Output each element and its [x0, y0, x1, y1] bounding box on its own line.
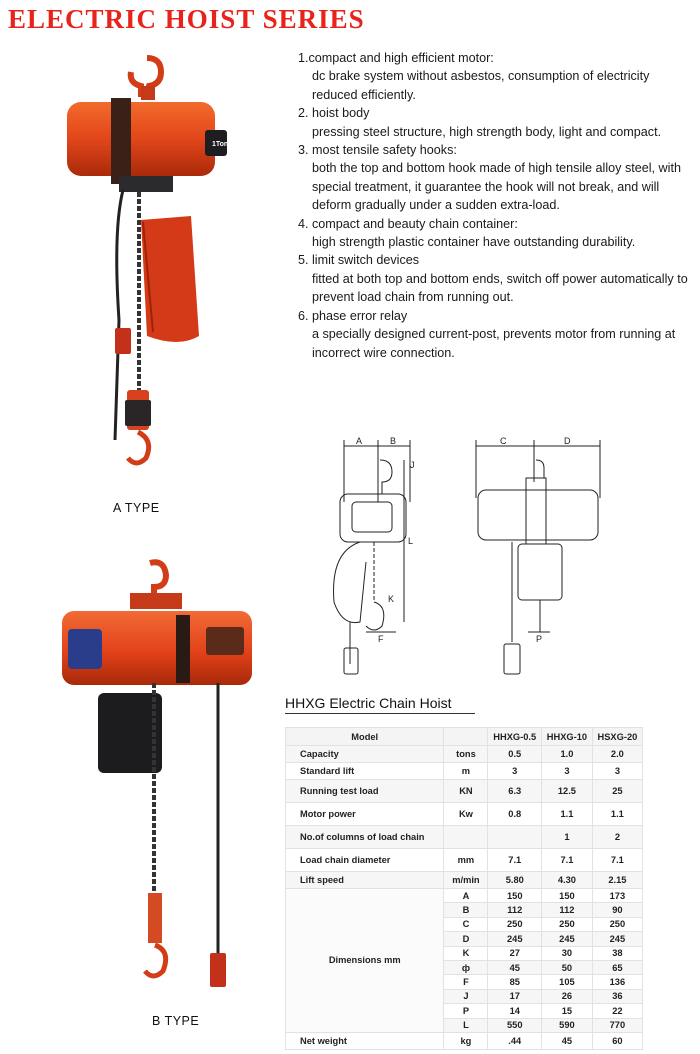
table-cell: 15 [542, 1004, 593, 1018]
feature-description: pressing steel structure, high strength body, light and compact. [312, 124, 662, 139]
row-unit: F [444, 975, 488, 989]
row-label: Net weight [286, 1032, 444, 1049]
table-cell: 14 [488, 1004, 542, 1018]
table-cell: 45 [542, 1032, 593, 1049]
page-title: ELECTRIC HOIST SERIES [8, 4, 365, 34]
dim-letter-j: J [410, 460, 415, 470]
header-unit [444, 728, 488, 746]
row-unit: KN [444, 780, 488, 803]
feature-item [298, 141, 693, 215]
table-cell: 250 [542, 917, 593, 931]
row-label: Lift speed [286, 872, 444, 889]
table-cell: 2 [592, 826, 642, 849]
table-cell: 5.80 [488, 872, 542, 889]
row-unit: B [444, 903, 488, 917]
table-row [286, 746, 643, 763]
header-model: Model [286, 728, 444, 746]
table-row [286, 872, 643, 889]
feature-list [298, 49, 693, 362]
feature-item [298, 49, 693, 104]
table-cell: 6.3 [488, 780, 542, 803]
table-cell: 50 [542, 960, 593, 974]
row-unit: C [444, 917, 488, 931]
table-cell: 245 [488, 932, 542, 946]
table-cell: 90 [592, 903, 642, 917]
row-label: Load chain diameter [286, 849, 444, 872]
table-row [286, 780, 643, 803]
row-unit: A [444, 889, 488, 903]
feature-item [298, 251, 693, 306]
header-model-2: HHXG-10 [542, 728, 593, 746]
feature-description: high strength plastic container have outstanding durability. [312, 235, 636, 250]
row-unit: D [444, 932, 488, 946]
dim-letter-l: L [408, 536, 414, 546]
table-cell: 65 [592, 960, 642, 974]
table-cell: 112 [488, 903, 542, 917]
feature-item [298, 104, 693, 141]
table-cell: 105 [542, 975, 593, 989]
table-cell: 250 [488, 917, 542, 931]
table-cell: 112 [542, 903, 593, 917]
dim-letter-b: B [390, 436, 397, 446]
feature-heading: 3. most tensile safety hooks: [298, 143, 457, 158]
table-cell: 0.5 [488, 746, 542, 763]
table-cell: 26 [542, 989, 593, 1003]
table-cell: 7.1 [542, 849, 593, 872]
table-cell: 245 [592, 932, 642, 946]
table-cell: 7.1 [488, 849, 542, 872]
feature-description: both the top and bottom hook made of high tensile alloy steel, with special treatment, it guarantee the hook will not break, and will deform gradually under a sudden extra-load. [312, 161, 681, 213]
row-unit [444, 826, 488, 849]
table-cell: 7.1 [592, 849, 642, 872]
row-label: No.of columns of load chain [286, 826, 444, 849]
table-cell: .44 [488, 1032, 542, 1049]
row-unit: P [444, 1004, 488, 1018]
feature-heading: 4. compact and beauty chain container: [298, 216, 518, 231]
row-unit: m/min [444, 872, 488, 889]
table-cell: 22 [592, 1004, 642, 1018]
row-unit: K [444, 946, 488, 960]
feature-heading: 6. phase error relay [298, 308, 408, 323]
table-cell: 27 [488, 946, 542, 960]
table-cell: 1.1 [592, 803, 642, 826]
feature-heading: 1.compact and high efficient motor: [298, 51, 494, 65]
table-cell: 0.8 [488, 803, 542, 826]
dim-letter-p: P [536, 634, 543, 644]
table-cell: 2.0 [592, 746, 642, 763]
row-unit: mm [444, 849, 488, 872]
b-type-hoist-photo [58, 553, 258, 1003]
feature-item [298, 215, 693, 252]
table-cell: 45 [488, 960, 542, 974]
capacity-badge: 1Ton [212, 141, 229, 148]
feature-description: dc brake system without asbestos, consumption of electricity reduced efficiently. [312, 69, 650, 102]
dim-letter-d: D [564, 436, 571, 446]
dim-letter-a: A [356, 436, 363, 446]
table-cell: 3 [488, 763, 542, 780]
table-cell: 30 [542, 946, 593, 960]
table-cell: 4.30 [542, 872, 593, 889]
a-type-hoist-photo [55, 50, 230, 490]
table-cell: 150 [488, 889, 542, 903]
feature-description: a specially designed current-post, prevents motor from running at incorrect wire connection. [312, 327, 676, 360]
table-cell: 85 [488, 975, 542, 989]
table-cell: 550 [488, 1018, 542, 1032]
table-cell: 1.1 [542, 803, 593, 826]
table-title: HHXG Electric Chain Hoist [285, 695, 452, 711]
table-cell: 136 [592, 975, 642, 989]
row-label: Capacity [286, 746, 444, 763]
row-label: Running test load [286, 780, 444, 803]
table-cell: 250 [592, 917, 642, 931]
table-row [286, 849, 643, 872]
row-unit: m [444, 763, 488, 780]
feature-description: fitted at both top and bottom ends, switch off power automatically to prevent load chain from running out. [312, 271, 688, 305]
dim-letter-c: C [500, 436, 507, 446]
row-unit: L [444, 1018, 488, 1032]
dimension-diagram [300, 432, 610, 682]
row-unit: tons [444, 746, 488, 763]
header-model-1: HHXG-0.5 [488, 728, 542, 746]
row-unit: Kw [444, 803, 488, 826]
table-row [286, 763, 643, 780]
table-cell: 590 [542, 1018, 593, 1032]
header-model-3: HSXG-20 [592, 728, 642, 746]
table-cell: 25 [592, 780, 642, 803]
table-row [286, 889, 643, 903]
feature-heading: 2. hoist body [298, 106, 370, 121]
table-cell: 38 [592, 946, 642, 960]
table-cell: 1.0 [542, 746, 593, 763]
table-row [286, 826, 643, 849]
table-header-row [286, 728, 643, 746]
table-row [286, 1032, 643, 1049]
table-cell [488, 826, 542, 849]
dim-letter-f: F [378, 634, 384, 644]
row-label: Motor power [286, 803, 444, 826]
table-title-rule [285, 713, 475, 714]
table-cell: 17 [488, 989, 542, 1003]
table-cell: 173 [592, 889, 642, 903]
row-unit: kg [444, 1032, 488, 1049]
table-cell: 36 [592, 989, 642, 1003]
table-cell: 3 [592, 763, 642, 780]
b-type-caption: B TYPE [152, 1014, 200, 1028]
feature-heading: 5. limit switch devices [298, 253, 420, 268]
a-type-caption: A TYPE [113, 501, 160, 515]
row-label: Standard lift [286, 763, 444, 780]
row-unit: J [444, 989, 488, 1003]
table-cell: 245 [542, 932, 593, 946]
table-cell: 3 [542, 763, 593, 780]
table-cell: 1 [542, 826, 593, 849]
table-row [286, 803, 643, 826]
table-cell: 12.5 [542, 780, 593, 803]
feature-item [298, 307, 693, 362]
table-cell: 60 [592, 1032, 642, 1049]
spec-table [285, 727, 643, 1050]
table-cell: 2.15 [592, 872, 642, 889]
dimensions-label: Dimensions mm [286, 889, 444, 1033]
table-cell: 770 [592, 1018, 642, 1032]
table-cell: 150 [542, 889, 593, 903]
row-unit: ф [444, 960, 488, 974]
dim-letter-k: K [388, 594, 395, 604]
